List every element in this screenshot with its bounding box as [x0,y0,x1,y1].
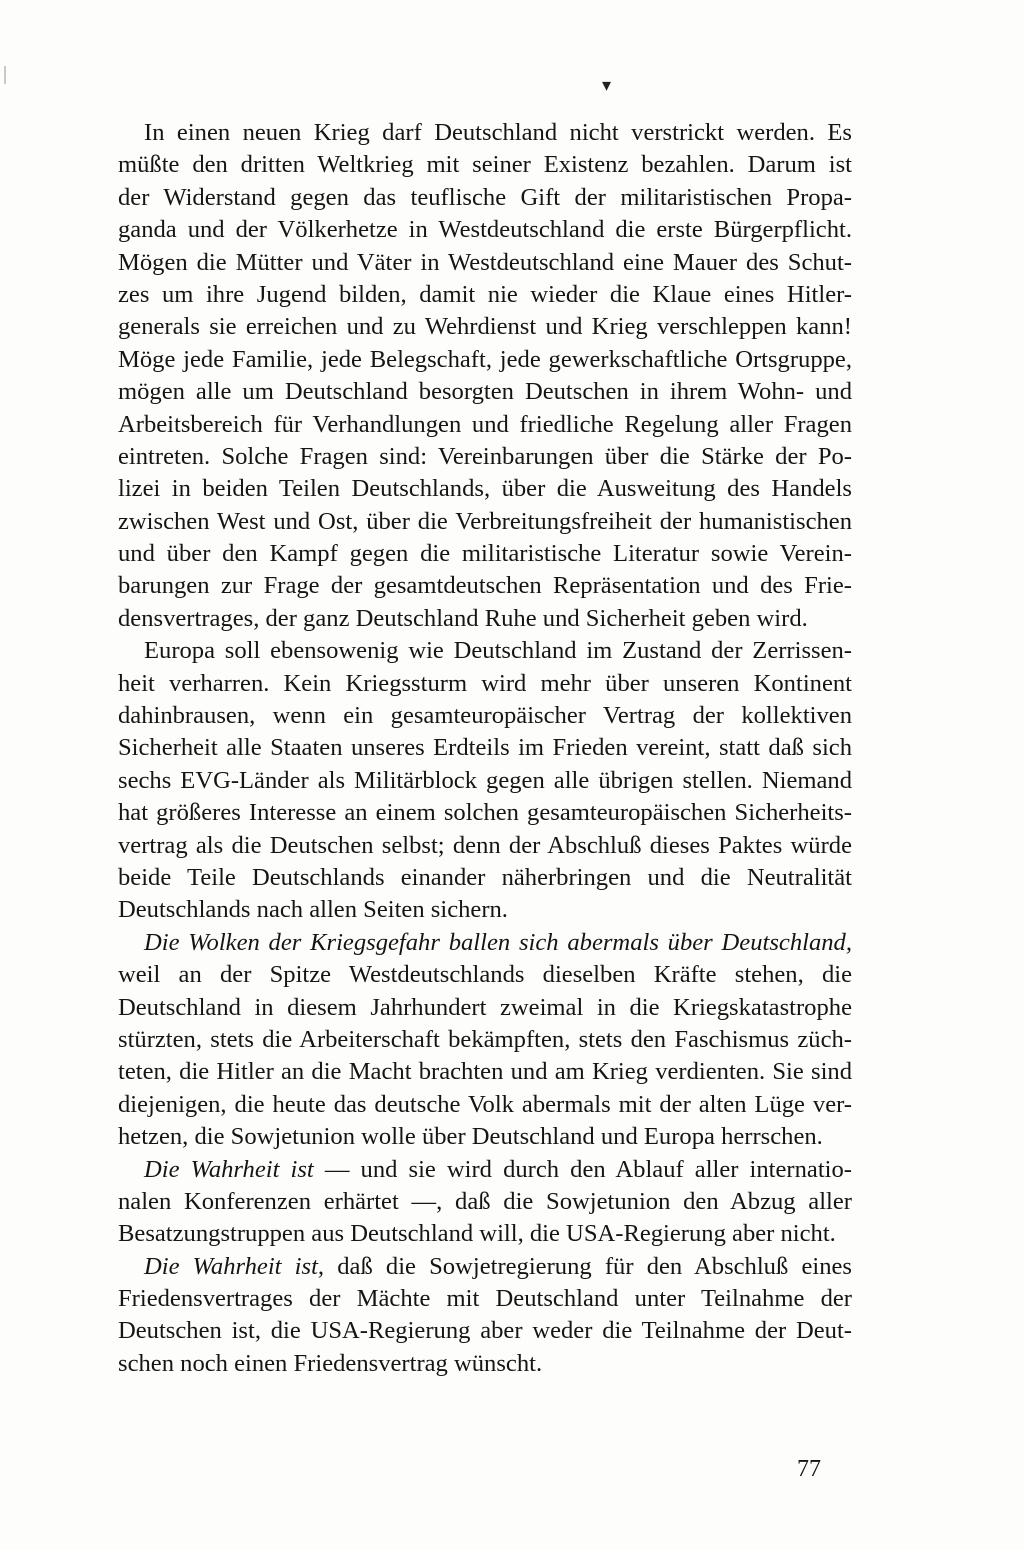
text-line: sechs EVG-Länder als Militärblock gegen alle übrigen stellen. Niemand [118,766,852,794]
text-line: der Widerstand gegen das teuflische Gift der militaristischen Propa- [118,183,852,211]
paragraph [118,927,852,1154]
text-line: vertrag als die Deutschen selbst; denn der Abschluß dieses Paktes würde [118,831,852,859]
text-line: Deutschland in diesem Jahrhundert zweimal in die Kriegskatastrophe [118,993,852,1021]
body-text [118,117,852,1380]
emphasis-text: Die Wolken der Kriegsgefahr ballen sich abermals über Deutschland, [144,928,852,956]
text-line: schen noch einen Friedensvertrag wünscht. [118,1349,543,1377]
text-line: müßte den dritten Weltkrieg mit seiner Existenz bezahlen. Darum ist [118,151,852,179]
text-line: und über den Kampf gegen die militaristische Literatur sowie Verein- [118,540,852,568]
text-line-rest: daß die Sowjetregierung für den Abschluß eines [324,1252,852,1280]
text-line: eintreten. Solche Fragen sind: Vereinbarungen über die Stärke der Po- [118,442,852,470]
text-line-rest: — und sie wird durch den Ablauf aller internatio- [313,1155,852,1183]
text-line: hetzen, die Sowjetunion wolle über Deutschland und Europa herrschen. [118,1123,823,1151]
text-line: Sicherheit alle Staaten unseres Erdteils im Frieden vereint, statt daß sich [118,734,852,762]
margin-speck [4,66,6,84]
text-line: stürzten, stets die Arbeiterschaft bekämpften, stets den Faschismus züch- [118,1025,852,1053]
text-line: Arbeitsbereich für Verhandlungen und friedliche Regelung aller Fragen [118,410,852,438]
paragraph [118,1251,852,1381]
text-line: Besatzungstruppen aus Deutschland will, die USA-Regierung aber nicht. [118,1220,836,1248]
emphasis-text: Die Wahrheit ist, [144,1252,325,1280]
text-line [118,1251,852,1283]
text-line: Deutschlands nach allen Seiten sichern. [118,896,508,924]
text-line: Friedensvertrages der Mächte mit Deutschland unter Teilnahme der [118,1285,852,1313]
text-line: In einen neuen Krieg darf Deutschland nicht verstrickt werden. Es [144,119,852,146]
text-line: zwischen West und Ost, über die Verbreitungsfreiheit der humanistischen [118,507,852,535]
text-line: hat größeres Interesse an einem solchen gesamteuropäischen Sicherheits- [118,799,852,827]
paragraph [118,117,852,635]
text-line: zes um ihre Jugend bilden, damit nie wieder die Klaue eines Hitler- [118,280,852,308]
text-line: lizei in beiden Teilen Deutschlands, über die Ausweitung des Handels [118,475,852,503]
text-line: Mögen die Mütter und Väter in Westdeutschland eine Mauer des Schut- [118,248,852,276]
emphasis-text: Die Wahrheit ist [144,1155,314,1183]
top-mark: ▾ [602,75,612,95]
text-line: beide Teile Deutschlands einander näherbringen und die Neutralität [118,863,852,891]
paragraph [118,1154,852,1251]
text-line [118,927,852,959]
text-line: diejenigen, die heute das deutsche Volk abermals mit der alten Lüge ver- [118,1090,852,1118]
text-line: ganda und der Völkerhetze in Westdeutschland die erste Bürgerpflicht. [118,216,852,244]
text-line: teten, die Hitler an die Macht brachten und am Krieg verdienten. Sie sind [118,1058,852,1086]
text-line [118,1154,852,1186]
text-line: dahinbrausen, wenn ein gesamteuropäischer Vertrag der kollektiven [118,702,852,730]
text-line: nalen Konferenzen erhärtet —, daß die Sowjetunion den Abzug aller [118,1187,852,1215]
text-line: densvertrages, der ganz Deutschland Ruhe und Sicherheit geben wird. [118,604,808,632]
text-line: Deutschen ist, die USA-Regierung aber weder die Teilnahme der Deut- [118,1317,852,1345]
text-line: heit verharren. Kein Kriegssturm wird mehr über unseren Kontinent [118,669,852,697]
page-number: 77 [797,1456,821,1482]
text-line: barungen zur Frage der gesamtdeutschen Repräsentation und des Frie- [118,572,852,600]
text-line: Europa soll ebensowenig wie Deutschland im Zustand der Zerrissen- [144,637,852,665]
text-line: generals sie erreichen und zu Wehrdienst und Krieg verschleppen kann! [118,313,852,341]
paragraph [118,635,852,927]
text-line: mögen alle um Deutschland besorgten Deutschen in ihrem Wohn- und [118,378,852,406]
text-line: Möge jede Familie, jede Belegschaft, jede gewerkschaftliche Ortsgruppe, [118,345,852,373]
text-line: weil an der Spitze Westdeutschlands dieselben Kräfte stehen, die [118,961,852,989]
